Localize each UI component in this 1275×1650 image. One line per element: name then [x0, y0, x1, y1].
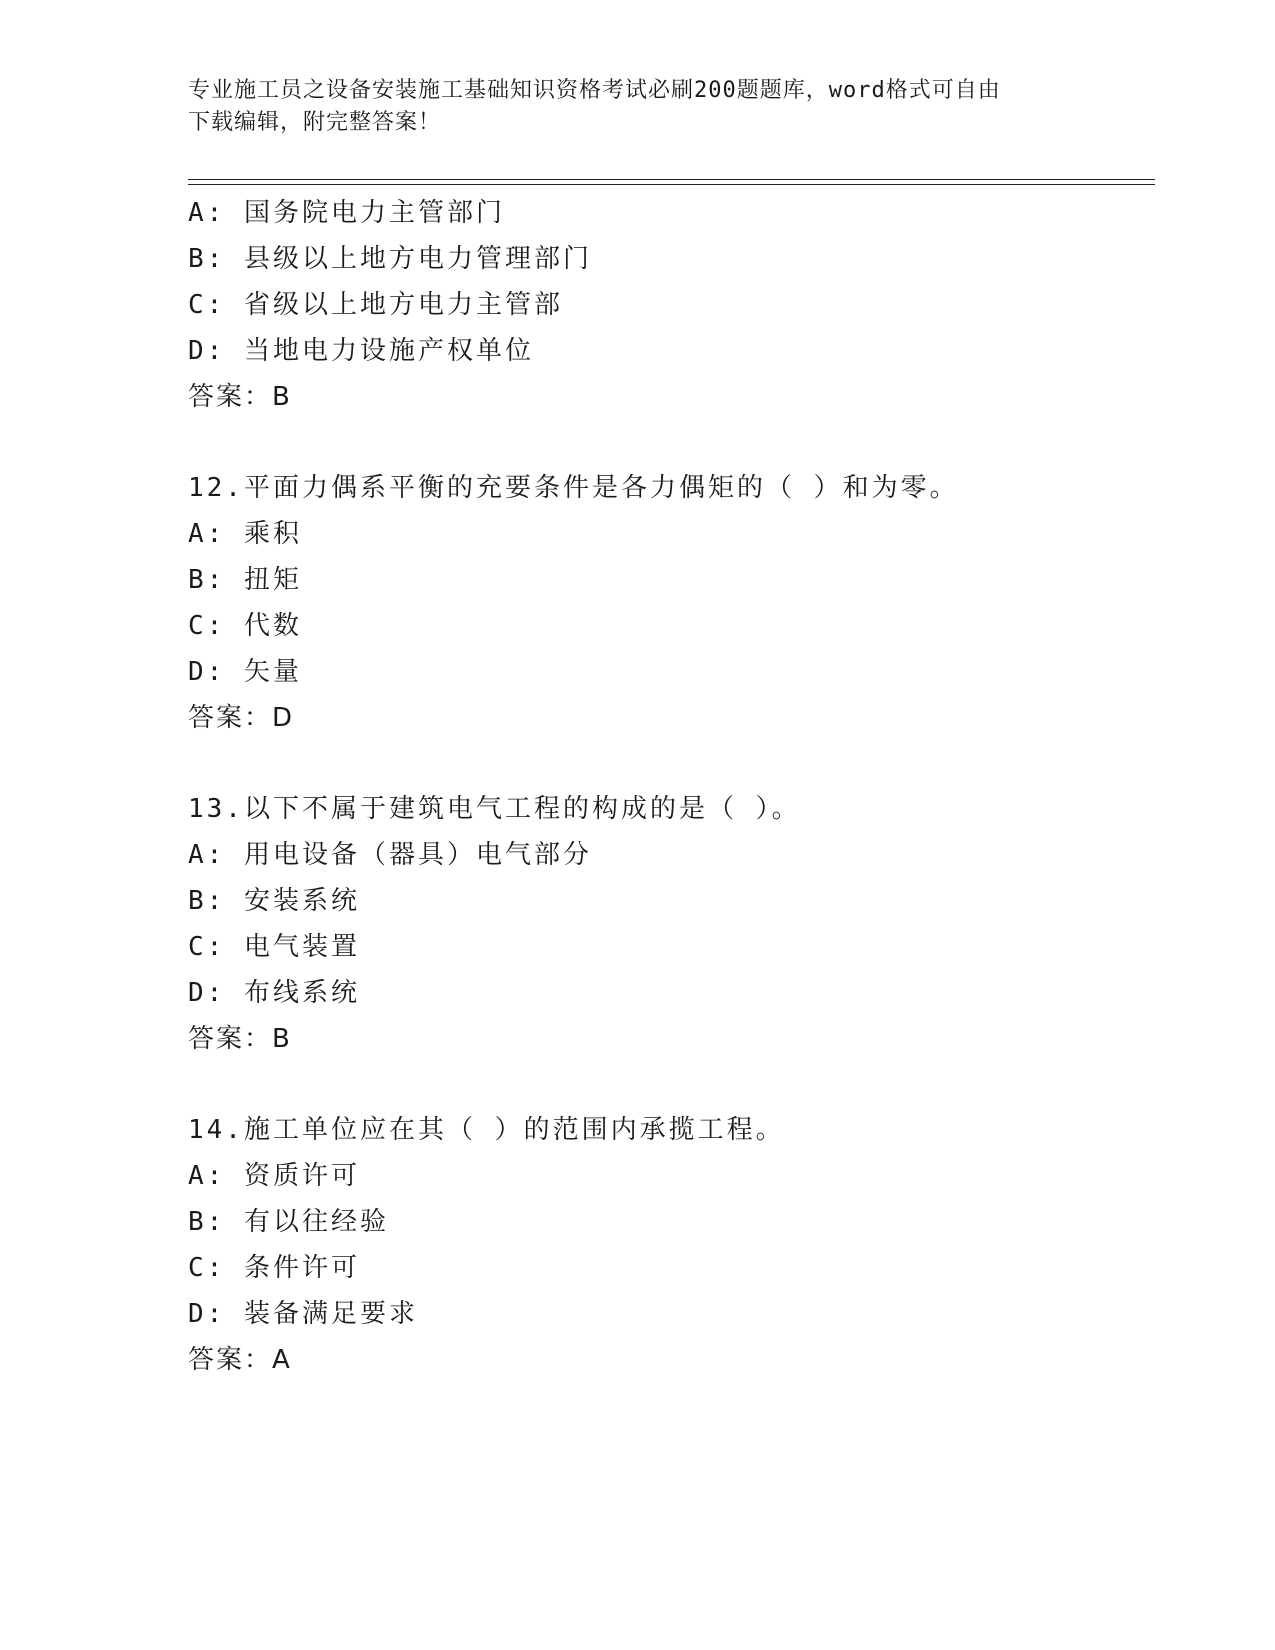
answer: 答案：B [188, 1024, 292, 1054]
answer: 答案：B [188, 382, 292, 412]
option-d: D: 布线系统 [188, 978, 360, 1008]
question-block-14 [188, 1107, 1148, 1383]
question-block-13 [188, 786, 1148, 1062]
question-text: 14.施工单位应在其（ ）的范围内承揽工程。 [188, 1115, 785, 1145]
header-line-2: 下载编辑，附完整答案！ [188, 110, 442, 135]
option-a: A: 乘积 [188, 519, 302, 549]
option-b: B: 扭矩 [188, 565, 302, 595]
question-block-11 [188, 190, 1148, 420]
question-list [188, 190, 1148, 1383]
header-divider-top [188, 179, 1155, 180]
option-a: A: 用电设备（器具）电气部分 [188, 840, 592, 870]
option-d: D: 装备满足要求 [188, 1299, 418, 1329]
question-text: 13.以下不属于建筑电气工程的构成的是（ ）。 [188, 794, 801, 824]
question-block-12 [188, 465, 1148, 741]
option-c: C: 代数 [188, 611, 302, 641]
option-a: A: 资质许可 [188, 1161, 360, 1191]
answer: 答案：A [188, 1345, 292, 1375]
question-text: 12.平面力偶系平衡的充要条件是各力偶矩的（ ）和为零。 [188, 473, 959, 503]
document-header [188, 75, 1088, 139]
option-b: B: 有以往经验 [188, 1207, 389, 1237]
option-c: C: 省级以上地方电力主管部 [188, 290, 563, 320]
option-a: A: 国务院电力主管部门 [188, 198, 505, 228]
header-line-1: 专业施工员之设备安装施工基础知识资格考试必刷200题题库，word格式可自由 [188, 78, 1001, 103]
question-gap [188, 1062, 1148, 1107]
option-d: D: 矢量 [188, 657, 302, 687]
option-c: C: 电气装置 [188, 932, 360, 962]
question-gap [188, 420, 1148, 465]
question-gap [188, 741, 1148, 786]
option-c: C: 条件许可 [188, 1253, 360, 1283]
option-b: B: 安装系统 [188, 886, 360, 916]
header-divider-bottom [188, 184, 1155, 185]
option-d: D: 当地电力设施产权单位 [188, 336, 534, 366]
answer: 答案：D [188, 703, 295, 733]
option-b: B: 县级以上地方电力管理部门 [188, 244, 592, 274]
